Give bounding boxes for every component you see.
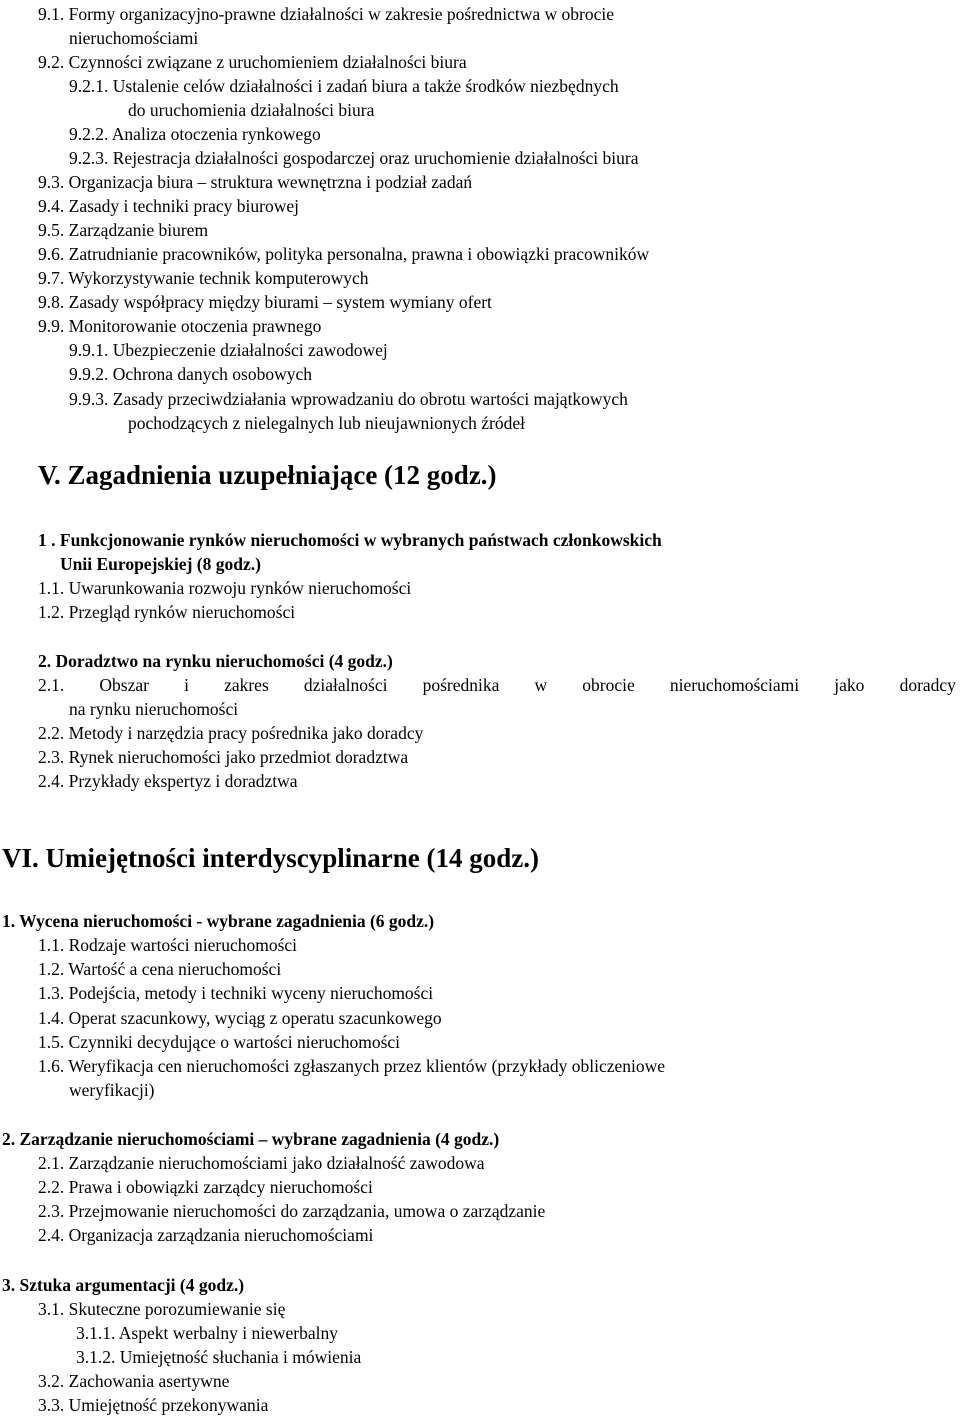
word: działalności	[303, 675, 388, 695]
list-item: 1.4. Operat szacunkowy, wyciąg z operatu szacunkowego	[38, 1008, 442, 1028]
list-item: 1.6. Weryfikacja cen nieruchomości zgłaszanych przez klientów (przykłady obliczeniowe	[38, 1056, 666, 1076]
list-item-justified	[38, 675, 956, 695]
toc-line: 9.2.2. Analiza otoczenia rynkowego	[69, 124, 321, 144]
word: doradcy	[899, 675, 956, 695]
word: Obszar	[99, 675, 149, 695]
list-item: 2.2. Metody i narzędzia pracy pośrednika jako doradcy	[38, 723, 424, 743]
toc-line: 9.9.1. Ubezpieczenie działalności zawodowej	[69, 340, 388, 360]
list-item: 2.2. Prawa i obowiązki zarządcy nieruchomości	[38, 1177, 373, 1197]
toc-line: nieruchomościami	[69, 28, 199, 48]
list-item: 1.1. Rodzaje wartości nieruchomości	[38, 935, 298, 955]
word: obrocie	[582, 675, 635, 695]
word: nieruchomościami	[669, 675, 800, 695]
list-item: weryfikacji)	[69, 1080, 155, 1100]
toc-line: 9.2.1. Ustalenie celów działalności i zadań biura a także środków niezbędnych	[69, 76, 619, 96]
list-item: 2.4. Organizacja zarządzania nieruchomościami	[38, 1225, 374, 1245]
word: jako	[834, 675, 865, 695]
list-item: 1.2. Wartość a cena nieruchomości	[38, 959, 282, 979]
toc-line: do uruchomienia działalności biura	[128, 100, 375, 120]
section-v-heading: V. Zagadnienia uzupełniające (12 godz.)	[38, 460, 497, 490]
subsection-heading: 2. Doradztwo na rynku nieruchomości (4 godz.)	[38, 651, 393, 671]
toc-line: 9.6. Zatrudnianie pracowników, polityka personalna, prawna i obowiązki pracowników	[38, 244, 650, 264]
list-item: 3.1. Skuteczne porozumiewanie się	[38, 1299, 286, 1319]
toc-line: 9.3. Organizacja biura – struktura wewnętrzna i podział zadań	[38, 172, 473, 192]
list-item: 3.2. Zachowania asertywne	[38, 1371, 230, 1391]
toc-line: 9.1. Formy organizacyjno-prawne działalności w zakresie pośrednictwa w obrocie	[38, 4, 615, 24]
list-item: 1.1. Uwarunkowania rozwoju rynków nieruchomości	[38, 578, 412, 598]
toc-line: 9.9. Monitorowanie otoczenia prawnego	[38, 316, 322, 336]
word: 2.1.	[38, 675, 65, 695]
toc-line: 9.2. Czynności związane z uruchomieniem działalności biura	[38, 52, 467, 72]
list-item: 3.3. Umiejętność przekonywania	[38, 1395, 269, 1415]
subsection-heading: 2. Zarządzanie nieruchomościami – wybrane zagadnienia (4 godz.)	[2, 1129, 500, 1149]
subsection-heading: Unii Europejskiej (8 godz.)	[60, 554, 261, 574]
toc-line: 9.4. Zasady i techniki pracy biurowej	[38, 196, 299, 216]
list-item: 3.1.2. Umiejętność słuchania i mówienia	[76, 1347, 362, 1367]
toc-line: 9.5. Zarządzanie biurem	[38, 220, 209, 240]
word: pośrednika	[422, 675, 500, 695]
list-item: 1.2. Przegląd rynków nieruchomości	[38, 602, 296, 622]
subsection-heading: 1 . Funkcjonowanie rynków nieruchomości w wybranych państwach członkowskich	[38, 530, 662, 550]
toc-line: 9.7. Wykorzystywanie technik komputerowych	[38, 268, 369, 288]
list-item: 2.1. Zarządzanie nieruchomościami jako działalność zawodowa	[38, 1153, 485, 1173]
toc-line: pochodzących z nielegalnych lub nieujawnionych źródeł	[128, 413, 525, 433]
word: w	[534, 675, 548, 695]
list-item: 2.4. Przykłady ekspertyz i doradztwa	[38, 771, 298, 791]
subsection-heading: 1. Wycena nieruchomości - wybrane zagadnienia (6 godz.)	[2, 911, 435, 931]
toc-line: 9.9.3. Zasady przeciwdziałania wprowadzaniu do obrotu wartości majątkowych	[69, 389, 628, 409]
word: i	[184, 675, 189, 695]
word: zakres	[224, 675, 269, 695]
section-vi-heading: VI. Umiejętności interdyscyplinarne (14 godz.)	[2, 843, 539, 873]
toc-line: 9.9.2. Ochrona danych osobowych	[69, 364, 313, 384]
toc-line: 9.2.3. Rejestracja działalności gospodarczej oraz uruchomienie działalności biura	[69, 148, 639, 168]
list-item: 1.5. Czynniki decydujące o wartości nieruchomości	[38, 1032, 401, 1052]
list-item: na rynku nieruchomości	[69, 699, 239, 719]
list-item: 3.1.1. Aspekt werbalny i niewerbalny	[76, 1323, 338, 1343]
list-item: 1.3. Podejścia, metody i techniki wyceny nieruchomości	[38, 983, 434, 1003]
list-item: 2.3. Rynek nieruchomości jako przedmiot doradztwa	[38, 747, 409, 767]
list-item: 2.3. Przejmowanie nieruchomości do zarządzania, umowa o zarządzanie	[38, 1201, 546, 1221]
subsection-heading: 3. Sztuka argumentacji (4 godz.)	[2, 1275, 245, 1295]
toc-line: 9.8. Zasady współpracy między biurami – system wymiany ofert	[38, 292, 492, 312]
